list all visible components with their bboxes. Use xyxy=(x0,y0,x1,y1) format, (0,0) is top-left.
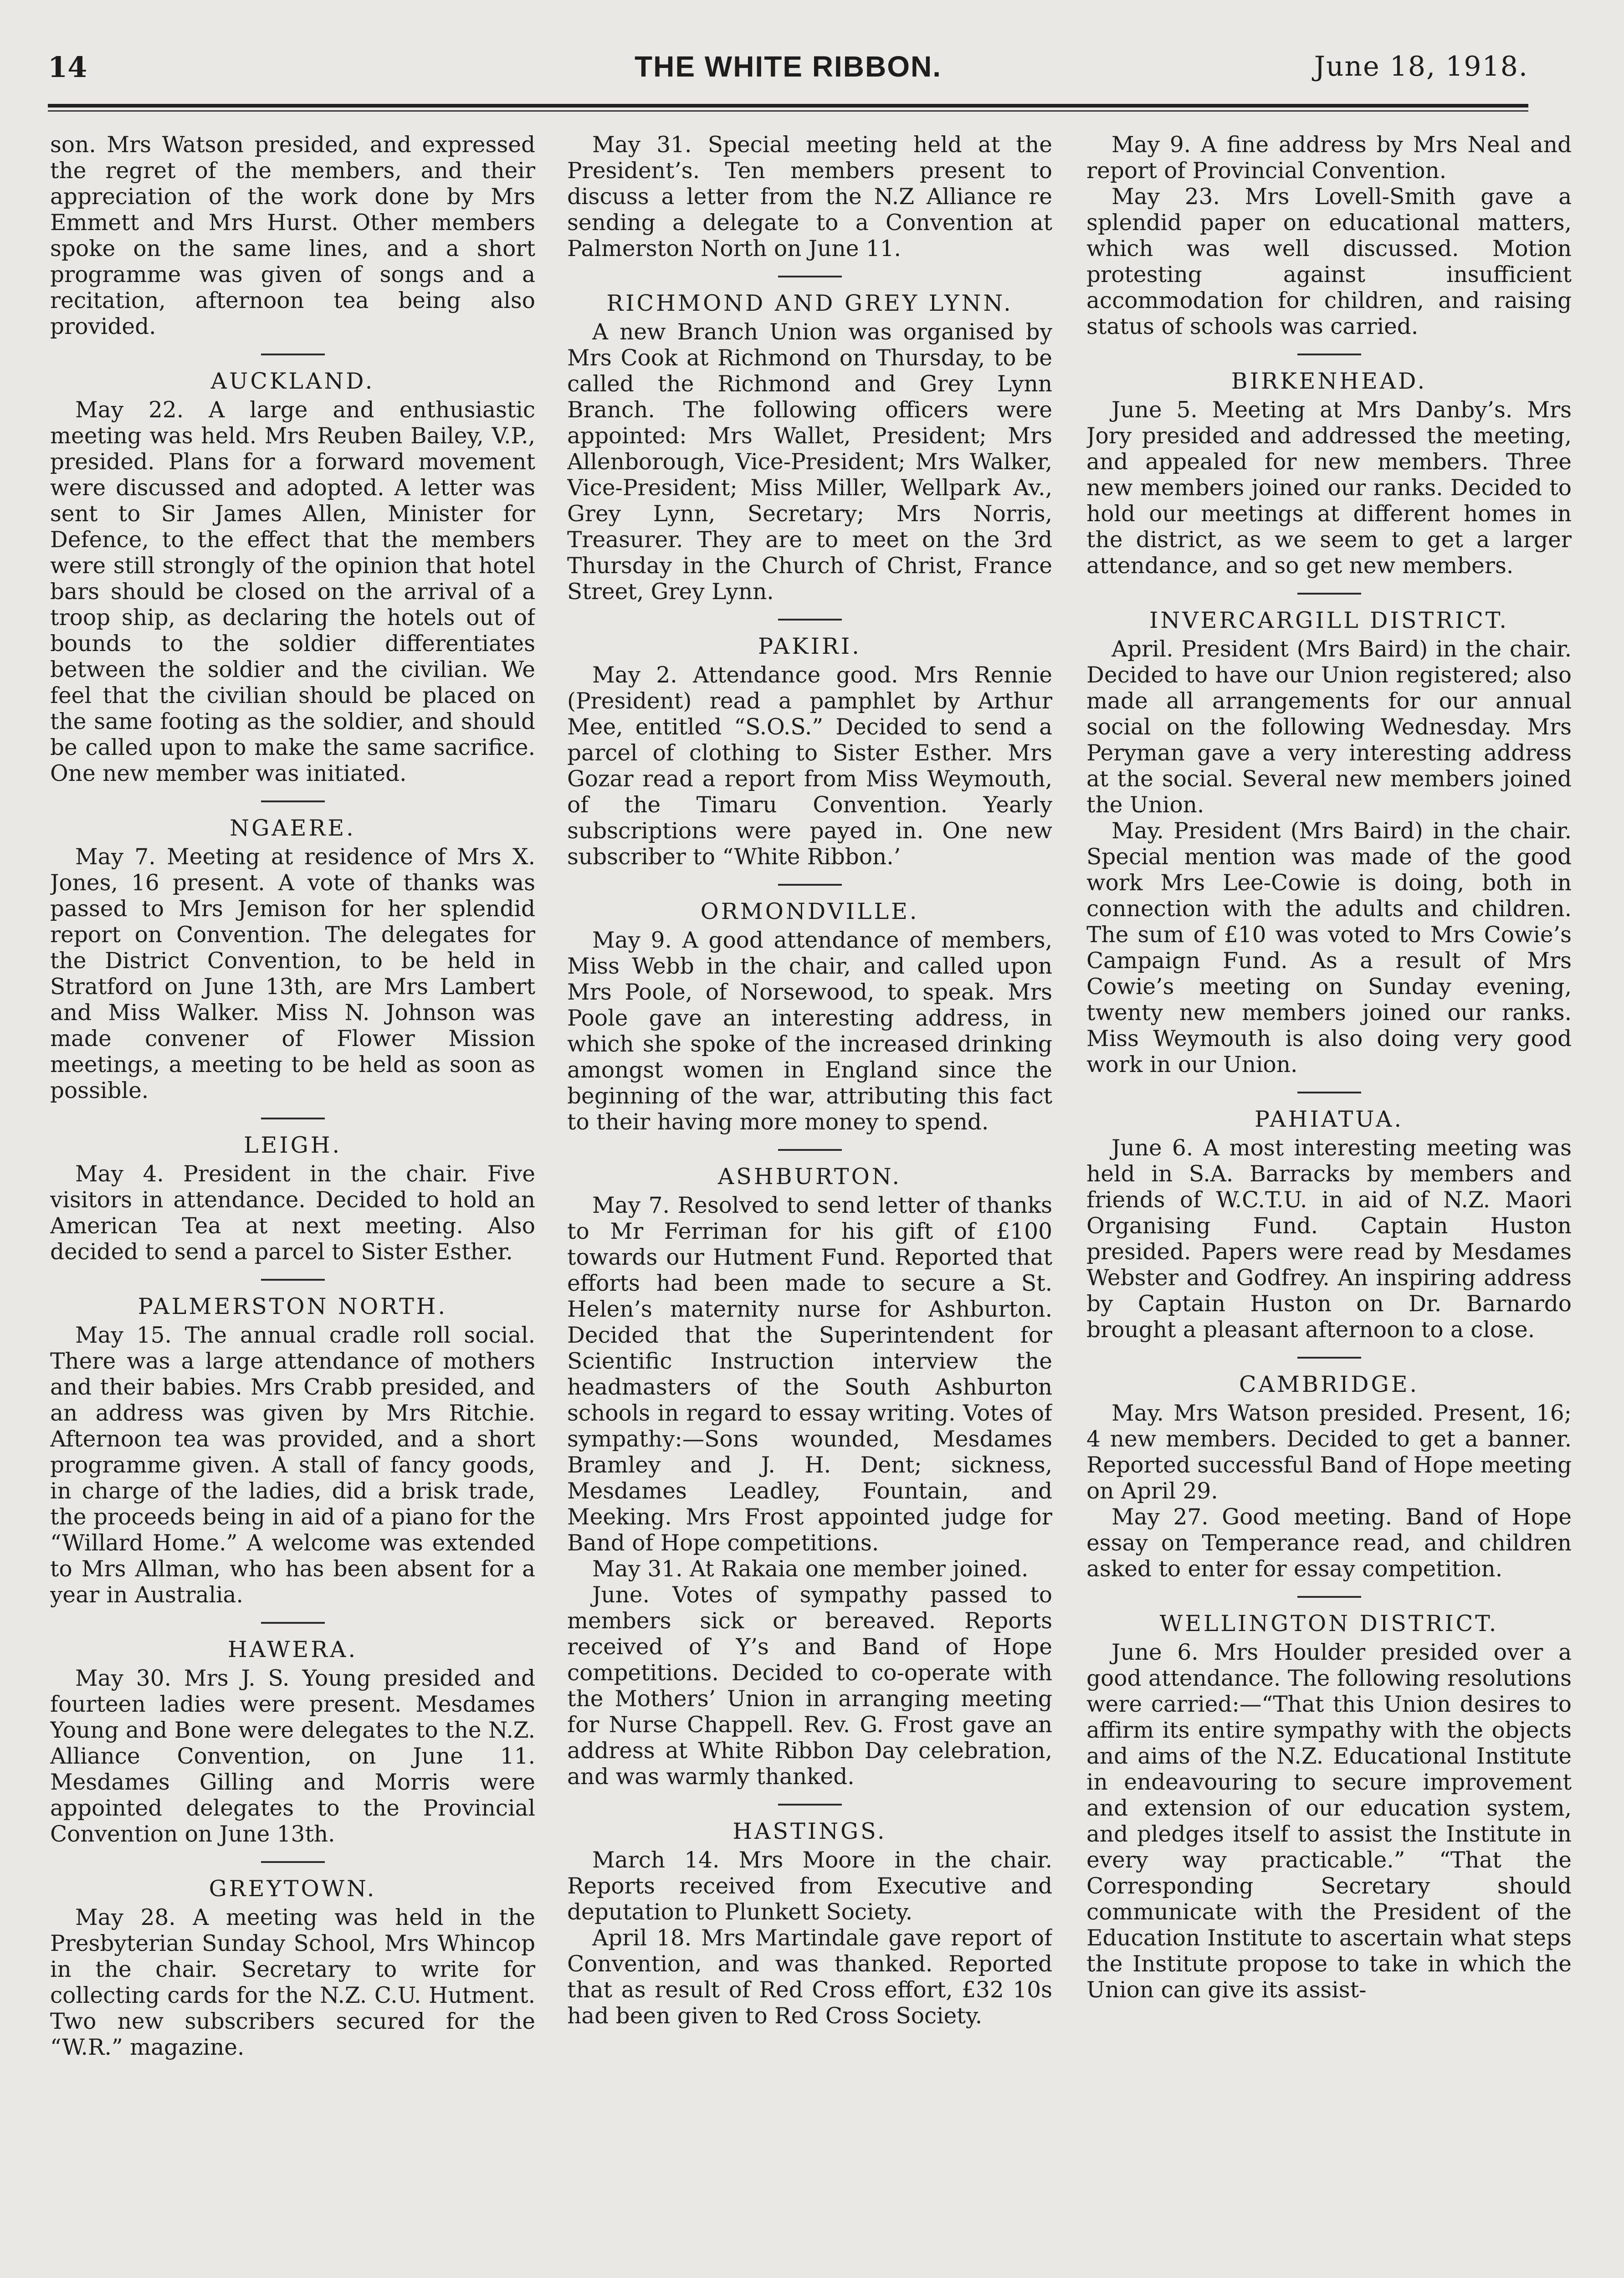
section-heading-greytown: GREYTOWN. xyxy=(209,1876,377,1902)
section-heading-pakiri: PAKIRI. xyxy=(758,633,861,659)
section-divider xyxy=(1297,1092,1361,1093)
column-1 xyxy=(50,132,535,2278)
section-divider xyxy=(778,1149,842,1151)
section-heading-hawera: HAWERA. xyxy=(227,1637,358,1662)
section-divider xyxy=(1297,1357,1361,1359)
masthead-title: THE WHITE RIBBON. xyxy=(635,50,942,83)
report-paragraph: May 9. A good attendance of members, Miss Webb in the chair, and called upon Mrs Poole, of Norsewood, to speak. Mrs Poole gave an interesting address, in which she spoke of the increased drinking amongst women in England since the beginning of the war, attributing this fact to their having more money to spend. xyxy=(567,928,1052,1135)
section-heading-cambridge: CAMBRIDGE. xyxy=(1239,1371,1419,1397)
report-paragraph: May 4. President in the chair. Five visitors in attendance. Decided to hold an American Tea at next meeting. Also decided to send a parcel to Sister Esther. xyxy=(50,1161,535,1265)
report-paragraph: June 6. A most interesting meeting was held in S.A. Barracks by members and friends of W.C.T.U. in aid of N.Z. Maori Organising Fund. Captain Huston presided. Papers were read by Mesdames Webster and Godfrey. An inspiring address by Captain Huston on Dr. Barnardo brought a pleasant afternoon to a close. xyxy=(1086,1135,1572,1343)
report-paragraph: April. President (Mrs Baird) in the chair. Decided to have our Union registered; also made all arrangements for our annual social on the following Wednesday. Mrs Peryman gave a very interesting address at the social. Several new members joined the Union. xyxy=(1086,636,1572,818)
section-heading-invercargill-district: INVERCARGILL DISTRICT. xyxy=(1149,607,1509,633)
report-paragraph: May 30. Mrs J. S. Young presided and fourteen ladies were present. Mesdames Young and Bone were delegates to the N.Z. Alliance Convention, on June 11. Mesdames Gilling and Morris were appointed delegates to the Provincial Convention on June 13th. xyxy=(50,1666,535,1847)
section-heading-leigh: LEIGH. xyxy=(243,1132,342,1158)
continued-paragraph: May 9. A fine address by Mrs Neal and report of Provincial Convention. xyxy=(1086,132,1572,184)
section-heading-palmerston-north: PALMERSTON NORTH. xyxy=(138,1293,448,1319)
section-divider xyxy=(1297,1596,1361,1598)
report-paragraph: May 22. A large and enthusiastic meeting was held. Mrs Reuben Bailey, V.P., presided. Plans for a forward movement were discussed and adopted. A letter was sent to Sir James Allen, Minister for Defence, to the effect that the members were still strongly of the opinion that hotel bars should be closed on the arrival of a troop ship, as declaring the hotels out of bounds to the soldier differentiates between the soldier and the civilian. We feel that the civilian should be placed on the same footing as the soldier, and should be called upon to make the same sacrifice. One new member was initiated. xyxy=(50,397,535,786)
section-heading-ormondville: ORMONDVILLE. xyxy=(700,898,919,924)
section-divider xyxy=(778,619,842,621)
report-paragraph: May 7. Resolved to send letter of thanks to Mr Ferriman for his gift of £100 towards our Hutment Fund. Reported that efforts had been made to secure a St. Helen’s maternity nurse for Ashburton. Decided that the Superintendent for Scientific Instruction interview the headmasters of the South Ashburton schools in regard to essay writing. Votes of sympathy:—Sons wounded, Mesdames Bramley and J. H. Dent; sickness, Mesdames Leadley, Fountain, and Meeking. Mrs Frost appointed judge for Band of Hope competitions. xyxy=(567,1193,1052,1556)
report-paragraph: May 28. A meeting was held in the Presbyterian Sunday School, Mrs Whincop in the chair. Secretary to write for collecting cards for the N.Z. C.U. Hutment. Two new subscribers secured for the “W.R.” magazine. xyxy=(50,1905,535,2060)
section-divider xyxy=(261,800,325,802)
report-paragraph: May 15. The annual cradle roll social. There was a large attendance of mothers and their babies. Mrs Crabb presided, and an address was given by Mrs Ritchie. Afternoon tea was provided, and a short programme given. A stall of fancy goods, in charge of the ladies, did a brisk trade, the proceeds being in aid of a piano for the “Willard Home.” A welcome was extended to Mrs Allman, who has been absent for a year in Australia. xyxy=(50,1323,535,1608)
section-heading-ngaere: NGAERE. xyxy=(230,815,356,841)
section-divider xyxy=(261,1622,325,1624)
page-number: 14 xyxy=(48,51,87,84)
section-heading-birkenhead: BIRKENHEAD. xyxy=(1231,368,1427,394)
section-divider xyxy=(1297,593,1361,595)
section-heading-pahiatua: PAHIATUA. xyxy=(1254,1106,1404,1132)
continued-paragraph: May 23. Mrs Lovell-Smith gave a splendid paper on educational matters, which was well discussed. Motion protesting against insufficient accommodation for children, and raising status of schools was carried. xyxy=(1086,184,1572,339)
issue-date: June 18, 1918. xyxy=(1314,51,1528,82)
report-paragraph: June 5. Meeting at Mrs Danby’s. Mrs Jory presided and addressed the meeting, and appealed for new members. Three new members joined our ranks. Decided to hold our meetings at different homes in the district, as we seem to get a larger attendance, and so get new members. xyxy=(1086,397,1572,579)
report-paragraph: March 14. Mrs Moore in the chair. Reports received from Executive and deputation to Plunkett Society. xyxy=(567,1847,1052,1925)
section-divider xyxy=(261,1118,325,1119)
header-rule xyxy=(48,104,1528,108)
report-paragraph: May. Mrs Watson presided. Present, 16; 4 new members. Decided to get a banner. Reported successful Band of Hope meeting on April 29. xyxy=(1086,1401,1572,1504)
report-paragraph: May 7. Meeting at residence of Mrs X. Jones, 16 present. A vote of thanks was passed to Mrs Jemison for her splendid report on Convention. The delegates for the District Convention, to be held in Stratford on June 13th, are Mrs Lambert and Miss Walker. Miss N. Johnson was made convener of Flower Mission meetings, a meeting to be held as soon as possible. xyxy=(50,844,535,1103)
section-divider xyxy=(261,354,325,355)
report-paragraph: May 27. Good meeting. Band of Hope essay on Temperance read, and children asked to enter for essay competition. xyxy=(1086,1504,1572,1582)
section-divider xyxy=(778,1804,842,1806)
column-2 xyxy=(567,132,1052,2278)
report-paragraph: May. President (Mrs Baird) in the chair. Special mention was made of the good work Mrs Lee-Cowie is doing, both in connection with the adults and children. The sum of £10 was voted to Mrs Cowie’s Campaign Fund. As a result of Mrs Cowie’s meeting on Sunday evening, twenty new members joined our ranks. Miss Weymouth is also doing very good work in our Union. xyxy=(1086,818,1572,1077)
report-paragraph: June 6. Mrs Houlder presided over a good attendance. The following resolutions were carried:—“That this Union desires to affirm its entire sympathy with the objects and aims of the N.Z. Educational Institute in endeavouring to secure improvement and extension of our education system, and pledges itself to assist the Institute in every way practicable.” “That the Corresponding Secretary should communicate with the President of the Education Institute to ascertain what steps the Institute propose to take in which the Union can give its assist- xyxy=(1086,1640,1572,2003)
section-heading-ashburton: ASHBURTON. xyxy=(717,1164,902,1190)
section-divider xyxy=(1297,354,1361,355)
report-paragraph: April 18. Mrs Martindale gave report of Convention, and was thanked. Reported that as result of Red Cross effort, £32 10s had been given to Red Cross Society. xyxy=(567,1925,1052,2029)
page-header xyxy=(48,48,1528,98)
section-divider xyxy=(261,1861,325,1863)
section-divider xyxy=(778,276,842,277)
section-heading-auckland: AUCKLAND. xyxy=(210,368,375,394)
section-heading-wellington-district: WELLINGTON DISTRICT. xyxy=(1159,1611,1499,1637)
report-paragraph: May 31. At Rakaia one member joined. xyxy=(592,1556,1029,1582)
report-paragraph: June. Votes of sympathy passed to members sick or bereaved. Reports received of Y’s and Band of Hope competitions. Decided to co-operate with the Mothers’ Union in arranging meeting for Nurse Chappell. Rev. G. Frost gave an address at White Ribbon Day celebration, and was warmly thanked. xyxy=(567,1582,1052,1790)
column-3 xyxy=(1086,132,1572,2278)
report-paragraph: A new Branch Union was organised by Mrs Cook at Richmond on Thursday, to be called the Richmond and Grey Lynn Branch. The following officers were appointed: Mrs Wallet, President; Mrs Allenborough, Vice-President; Mrs Walker, Vice-President; Miss Miller, Wellpark Av., Grey Lynn, Secretary; Mrs Norris, Treasurer. They are to meet on the 3rd Thursday in the Church of Christ, France Street, Grey Lynn. xyxy=(567,319,1052,605)
continued-paragraph: son. Mrs Watson presided, and expressed the regret of the members, and their appreciation of the work done by Mrs Emmett and Mrs Hurst. Other members spoke on the same lines, and a short programme was given of songs and a recitation, afternoon tea being also provided. xyxy=(50,132,535,339)
section-divider xyxy=(778,884,842,886)
report-paragraph: May 2. Attendance good. Mrs Rennie (President) read a pamphlet by Arthur Mee, entitled “S.O.S.” Decided to send a parcel of clothing to Sister Esther. Mrs Gozar read a report from Miss Weymouth, of the Timaru Convention. Yearly subscriptions were payed in. One new subscriber to “White Ribbon.’ xyxy=(567,662,1052,870)
continued-paragraph: May 31. Special meeting held at the President’s. Ten members present to discuss a letter from the N.Z Alliance re sending a delegate to a Convention at Palmerston North on June 11. xyxy=(567,132,1052,262)
header-rule-thin xyxy=(48,110,1528,112)
section-heading-richmond-grey-lynn: RICHMOND AND GREY LYNN. xyxy=(606,290,1013,316)
section-heading-hastings: HASTINGS. xyxy=(733,1818,887,1844)
section-divider xyxy=(261,1279,325,1281)
